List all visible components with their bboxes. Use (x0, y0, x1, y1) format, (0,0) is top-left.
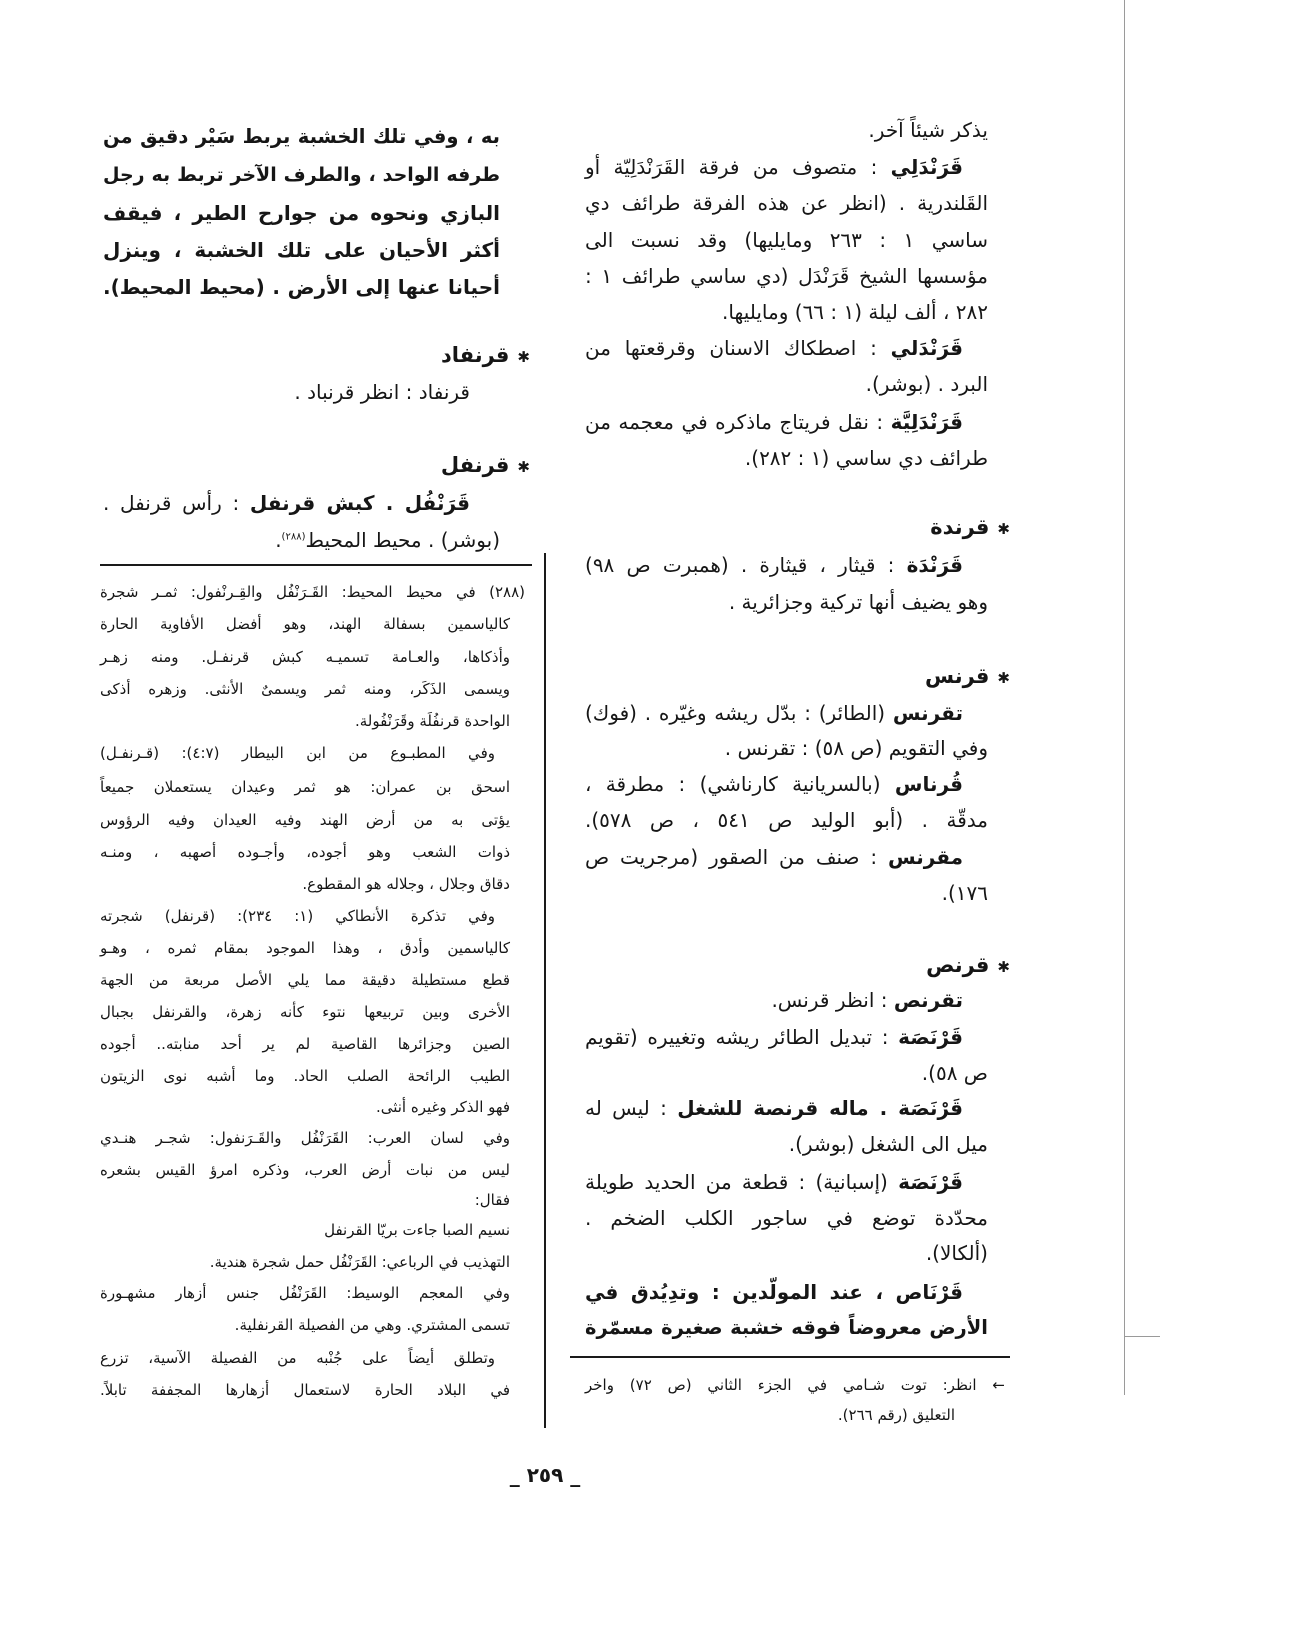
entry-line (585, 730, 988, 766)
footnote-rule (100, 564, 532, 566)
entry-line (585, 440, 988, 476)
footnote-text: وفي لسان العرب: القَرَنْفُل والقَـرَنفول: شجـر هنـدي (100, 1129, 510, 1147)
footnote-text: التهذيب في الرباعي: القَرَنْفُل حمل شجرة هندية. (209, 1253, 510, 1271)
entry-headword: قَرَنْدَلي (890, 336, 963, 360)
footnote-reference: (٢٨٨) (281, 531, 306, 543)
footnote-line (100, 1374, 510, 1406)
entry-text: محدّدة توضع في ساجور الكلب الضخم . (585, 1206, 988, 1230)
entry-line (103, 232, 500, 268)
footnote-text: كالياسمين بسفالة الهند، وهو أفضل الأفاوية الحارة (100, 615, 510, 633)
entry-line (585, 1019, 963, 1055)
entry-text: (إسبانية) : قطعة من الحديد طويلة (585, 1170, 899, 1194)
footnote-text: التعليق (رقم ٢٦٦). (837, 1406, 955, 1424)
entry-text: قَرْنَاص ، عند المولّدين : وتدِيُدق في (585, 1280, 963, 1304)
footnote-line (100, 932, 510, 964)
entry-text: يذكر شيئاً آخر. (868, 118, 988, 142)
footnote-text: فهو الذكر وغيره أنثى. (375, 1098, 510, 1116)
entry-line (585, 802, 988, 838)
entry-line (585, 1235, 988, 1271)
entry-headword: قَرْنَصَة (898, 1025, 963, 1049)
entry-text: ١٧٦). (941, 881, 988, 905)
entry-text: ٢٨٢ ، ألف ليلة (١ : ٦٦) ومايليها. (722, 300, 988, 324)
entry-headword: قَرَنْدَة (906, 553, 963, 577)
footnote-line (100, 705, 510, 737)
entry-line (585, 839, 963, 875)
footnote-line (100, 1246, 510, 1278)
entry-text: البازي ونحوه من جوارح الطير ، فيقف (103, 201, 500, 225)
scan-edge-line (1124, 0, 1125, 1395)
entry-line (585, 1055, 988, 1091)
footnote-text: يؤتى به من أرض الهند وفيه العيدان وفيه الرؤوس (100, 811, 510, 829)
footnote-text: فقال: (474, 1191, 510, 1209)
entry-text: : ليس له (585, 1096, 678, 1120)
star-icon (989, 515, 1010, 539)
entry-line (585, 185, 988, 221)
footnote-line (100, 996, 510, 1028)
entry-line (103, 374, 470, 410)
entry-line (585, 547, 963, 583)
footnote-rule (570, 1356, 1010, 1358)
entry-text: ميل الى الشغل (بوشر). (788, 1132, 988, 1156)
entry-text: قرنفاد : انظر قرنباد . (294, 380, 470, 404)
entry-text: : صنف من الصقور (مرجريت ص (585, 845, 888, 869)
footnote-text: وتطلق أيضاً على جُنْبه من الفصيلة الآسية، تزرع (100, 1349, 495, 1367)
entry-text: : متصوف من فرقة القَرَنْدَلِيّة أو (585, 155, 891, 179)
footnote-line (100, 1309, 510, 1341)
entry-line (585, 258, 988, 294)
entry-text: : رأس قرنفل . (103, 491, 250, 515)
footnote-text: الصين وجزائرها القاصية لم ير أحد منابته.. أجوده (100, 1035, 510, 1053)
entry-text: (ألكالا). (925, 1241, 988, 1265)
entry-text: البرد . (بوشر). (865, 372, 988, 396)
footnote-line (100, 1184, 510, 1216)
footnote-line (100, 608, 510, 640)
section-heading-text: قرنفاد (440, 343, 510, 367)
entry-headword: قَرْنَصَة . ماله قرنصة للشغل (677, 1096, 963, 1120)
footnote-line (100, 1091, 510, 1123)
footnote-line (100, 1277, 510, 1309)
entry-line (103, 269, 500, 305)
footnote-line (100, 771, 510, 803)
footnote-line (100, 737, 495, 769)
footnote-line (100, 673, 510, 705)
section-heading (790, 658, 1010, 694)
section-heading (310, 447, 530, 483)
footnote-text: (٢٨٨) في محيط المحيط: القَـرَنْفُل والقِـرنْفول: ثمـر شجرة (100, 583, 525, 601)
star-icon (989, 953, 1010, 977)
footnote-text: ذوات الشعب وهو أجوده، وأجـوده أصهبه ، ومنـه (100, 843, 510, 861)
scan-edge-tick (1124, 1336, 1160, 1337)
section-heading (790, 509, 1010, 545)
section-heading-text: قرنس (925, 664, 990, 688)
footnote-text: كالياسمين وأدق ، وهذا الموجود بمقام ثمره ، وهـو (100, 939, 510, 957)
entry-text: الأرض معروضاً فوقه خشبة صغيرة مسمّرة (585, 1316, 988, 1339)
footnote-text: اسحق بن عمران: هو ثمر وعيدان يستعملان جميعاً (100, 778, 510, 796)
entry-text: (بالسريانية كارناشي) : مطرقة ، (585, 772, 895, 796)
star-icon (509, 343, 530, 367)
entry-text: : اصطكاك الاسنان وقرقعتها من (585, 336, 891, 360)
entry-text: طرائف دي ساسي (١ : ٢٨٢). (744, 446, 988, 470)
entry-text: . (275, 528, 282, 552)
entry-text: : قيثار ، قيثارة . (همبرت ص ٩٨) (585, 553, 907, 577)
footnote-line (100, 1214, 510, 1246)
entry-text: : تبديل الطائر ريشه وتغييره (تقويم (585, 1025, 899, 1049)
entry-line (585, 294, 988, 330)
entry-headword: قَرَنْدَلِيَّة (890, 410, 963, 434)
entry-line (585, 1200, 988, 1236)
entry-line (103, 157, 500, 193)
entry-line (585, 1090, 963, 1126)
footnote-text: تسمى المشتري. وهي من الفصيلة القرنفلية. (234, 1316, 510, 1334)
entry-headword: قَرَنْدَلِي (890, 155, 963, 179)
entry-line (585, 112, 988, 148)
footnote-line (100, 576, 525, 608)
page-number: _ ٢٥٩ _ (509, 1463, 581, 1487)
entry-text: (بوشر) . محيط المحيط (305, 528, 500, 552)
footnote-text: ← انظر: توت شـامي في الجزء الثاني (ص ٧٢) واخر (585, 1376, 1005, 1394)
footnote-text: وفي تذكرة الأنطاكي (١: ٢٣٤): (قرنفل) شجرته (100, 907, 495, 925)
entry-line (585, 1274, 963, 1310)
entry-text: : انظر قرنس. (771, 988, 894, 1012)
column-divider (544, 553, 546, 1428)
footnote-line (100, 1060, 510, 1092)
footnote-text: قطع مستطيلة دقيقة مما يلي الأصل مربعة من الجهة (100, 971, 510, 989)
entry-line (585, 366, 988, 402)
footnote-text: ويسمى الذَكَر، ومنه ثمر ويسمىٌ الأنثى. وزهره أذكى (100, 680, 510, 698)
entry-line (585, 584, 988, 620)
entry-line (103, 195, 500, 231)
entry-line (585, 330, 963, 366)
entry-line (103, 119, 500, 155)
entry-line (585, 766, 963, 802)
section-heading (790, 947, 1010, 983)
star-icon (989, 664, 1010, 688)
footnote-text: دقاق وجلال ، وجلاله هو المقطوع. (302, 875, 510, 893)
entry-text: مؤسسها الشيخ قَرَنْدَل (دي ساسي طرائف ١ : (585, 264, 988, 288)
entry-line (103, 522, 500, 558)
star-icon (509, 453, 530, 477)
entry-line (103, 485, 470, 521)
section-heading (310, 337, 530, 373)
entry-line (585, 982, 963, 1018)
footnote-line (100, 1342, 495, 1374)
entry-line (585, 695, 963, 731)
entry-line (585, 875, 988, 911)
section-heading-text: قرنفل (440, 453, 510, 477)
entry-line (585, 1126, 988, 1162)
footnote-line (100, 964, 510, 996)
entry-line (585, 1164, 963, 1200)
footnote-text: نسيم الصبا جاءت بريّا القرنفل (324, 1221, 510, 1239)
footnote-text: وفي المعجم الوسيط: القَرَنْفُل جنس أزهار مشهـورة (100, 1284, 510, 1302)
entry-headword: تقرنس (892, 701, 963, 725)
entry-headword: قَرْنَصَة (898, 1170, 963, 1194)
footnote-text: وأذكاها، والعـامة تسميـه كبش قرنفـل. ومنه زهـر (100, 648, 510, 666)
section-heading-text: قرندة (930, 515, 990, 539)
footnote-text: وفي المطبـوع من ابن البيطار (٤:٧): (قـرنفـل) (100, 744, 495, 762)
entry-headword: قَرَنْفُل . كبش قرنفل (249, 491, 470, 515)
footnote-line (585, 1400, 955, 1430)
footnote-text: في البلاد الحارة لاستعمال أزهارها المجففة تابلاً. (100, 1381, 510, 1399)
entry-text: : نقل فريتاج ماذكره في معجمه من (585, 410, 891, 434)
entry-headword: مقرنس (888, 845, 963, 869)
footnote-line (100, 1154, 510, 1186)
section-heading-text: قرنص (926, 953, 990, 977)
entry-line (585, 149, 963, 185)
footnote-line (100, 868, 510, 900)
footnote-line (100, 1122, 510, 1154)
entry-line (585, 404, 963, 440)
entry-text: أحيانا عنها إلى الأرض . (محيط المحيط). (103, 275, 500, 299)
entry-line (585, 1310, 988, 1346)
footnote-line (100, 900, 495, 932)
entry-headword: قُرناس (894, 772, 963, 796)
footnote-text: الأخرى وبين تربيعها نتوء كأنه زهرة، والقرنفل بجبال (100, 1003, 510, 1021)
footnote-line (100, 641, 510, 673)
footnote-line (100, 804, 510, 836)
entry-text: ساسي ١ : ٢٦٣ ومايليها) وقد نسبت الى (585, 228, 989, 252)
entry-text: وهو يضيف أنها تركية وجزائرية . (728, 590, 988, 614)
footnote-text: الطيب الرائحة الصلب الحاد. وما أشبه نوى الزيتون (100, 1067, 510, 1085)
entry-headword: تقرنص (893, 988, 963, 1012)
footnote-line (585, 1370, 1005, 1400)
footnote-line (100, 1028, 510, 1060)
entry-text: ص ٥٨). (921, 1061, 988, 1085)
entry-text: به ، وفي تلك الخشبة يربط سَيْر دقيق من (103, 125, 500, 148)
entry-line (585, 222, 988, 258)
entry-text: (الطائر) : بدّل ريشه وغيّره . (فوك) (585, 701, 893, 725)
footnote-text: ليس من نبات أرض العرب، وذكره امرؤ القيس بشعره (100, 1161, 510, 1179)
entry-text: طرفه الواحد ، والطرف الآخر تربط به رجل (103, 164, 500, 186)
entry-text: أكثر الأحيان على تلك الخشبة ، وينزل (103, 238, 500, 262)
entry-text: القَلندرية . (انظر عن هذه الفرقة طرائف دي (585, 191, 988, 215)
entry-text: وفي التقويم (ص ٥٨) : تقرنس . (724, 736, 988, 760)
entry-text: مدقّة . (أبو الوليد ص ٥٤١ ، ص ٥٧٨). (585, 808, 988, 832)
footnote-text: الواحدة قرنفُلَة وقَرَنْفُولة. (355, 712, 510, 730)
footnote-line (100, 836, 510, 868)
